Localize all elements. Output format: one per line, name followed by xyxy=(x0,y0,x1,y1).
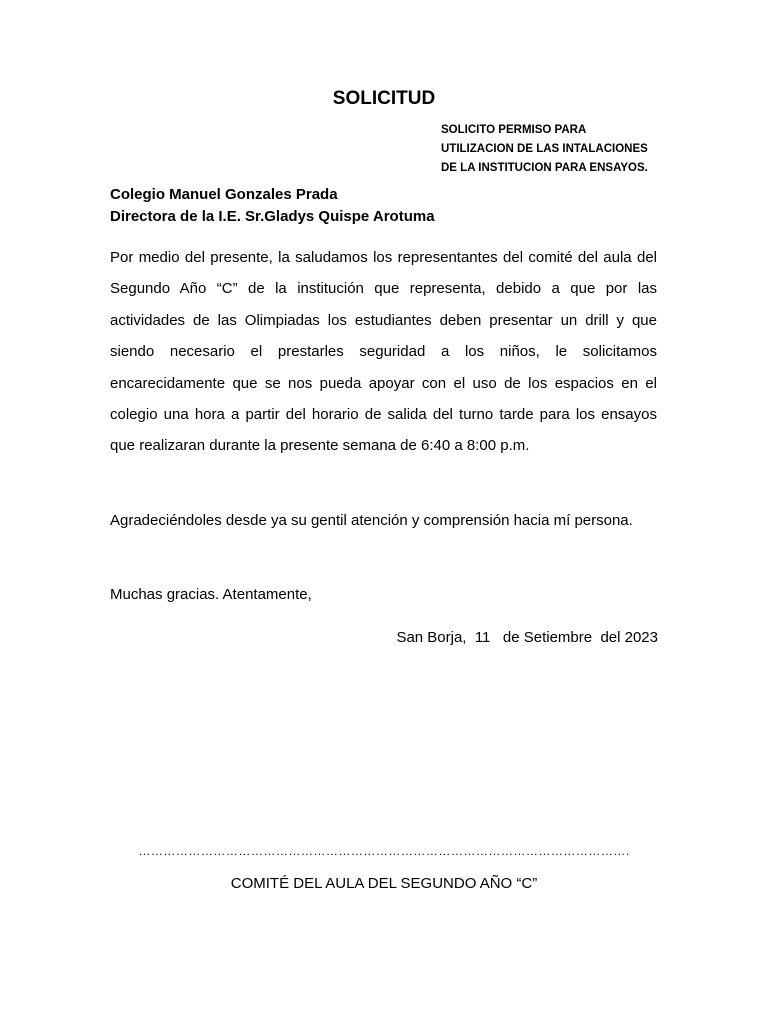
recipient-block xyxy=(110,184,670,228)
recipient-institution: Colegio Manuel Gonzales Prada xyxy=(110,186,338,203)
subject-line: SOLICITO PERMISO PARA xyxy=(441,124,587,136)
recipient-director: Directora de la I.E. Sr.Gladys Quispe Arotuma xyxy=(110,208,435,225)
signature-line: ………………………………………………………………………………………………………. xyxy=(138,844,630,858)
subject-line: UTILIZACION DE LAS INTALACIONES xyxy=(441,143,648,155)
body-paragraph-closing: Muchas gracias. Atentamente, xyxy=(110,586,312,603)
date-line: San Borja, 11 de Setiembre del 2023 xyxy=(396,629,658,646)
document-title: SOLICITUD xyxy=(332,88,436,109)
subject-line: DE LA INSTITUCION PARA ENSAYOS. xyxy=(441,162,648,174)
subject-block xyxy=(441,121,741,178)
body-paragraph-thanks: Agradeciéndoles desde ya su gentil atención y comprensión hacia mí persona. xyxy=(110,512,633,529)
body-paragraph-request: Por medio del presente, la saludamos los representantes del comité del aula del Segundo Año “C” de la institución que representa, debido a que por las actividades de las Olimpiadas los estudiantes deben presentar un drill y que siendo necesario el prestarles seguridad a los niños, le solicitamos encarecidamente que se nos pueda apoyar con el uso de los espacios en el colegio una hora a partir del horario de salida del turno tarde para los ensayos que realizaran durante la presente semana de 6:40 a 8:00 p.m. xyxy=(110,249,657,455)
signature-name: COMITÉ DEL AULA DEL SEGUNDO AÑO “C” xyxy=(230,875,538,892)
